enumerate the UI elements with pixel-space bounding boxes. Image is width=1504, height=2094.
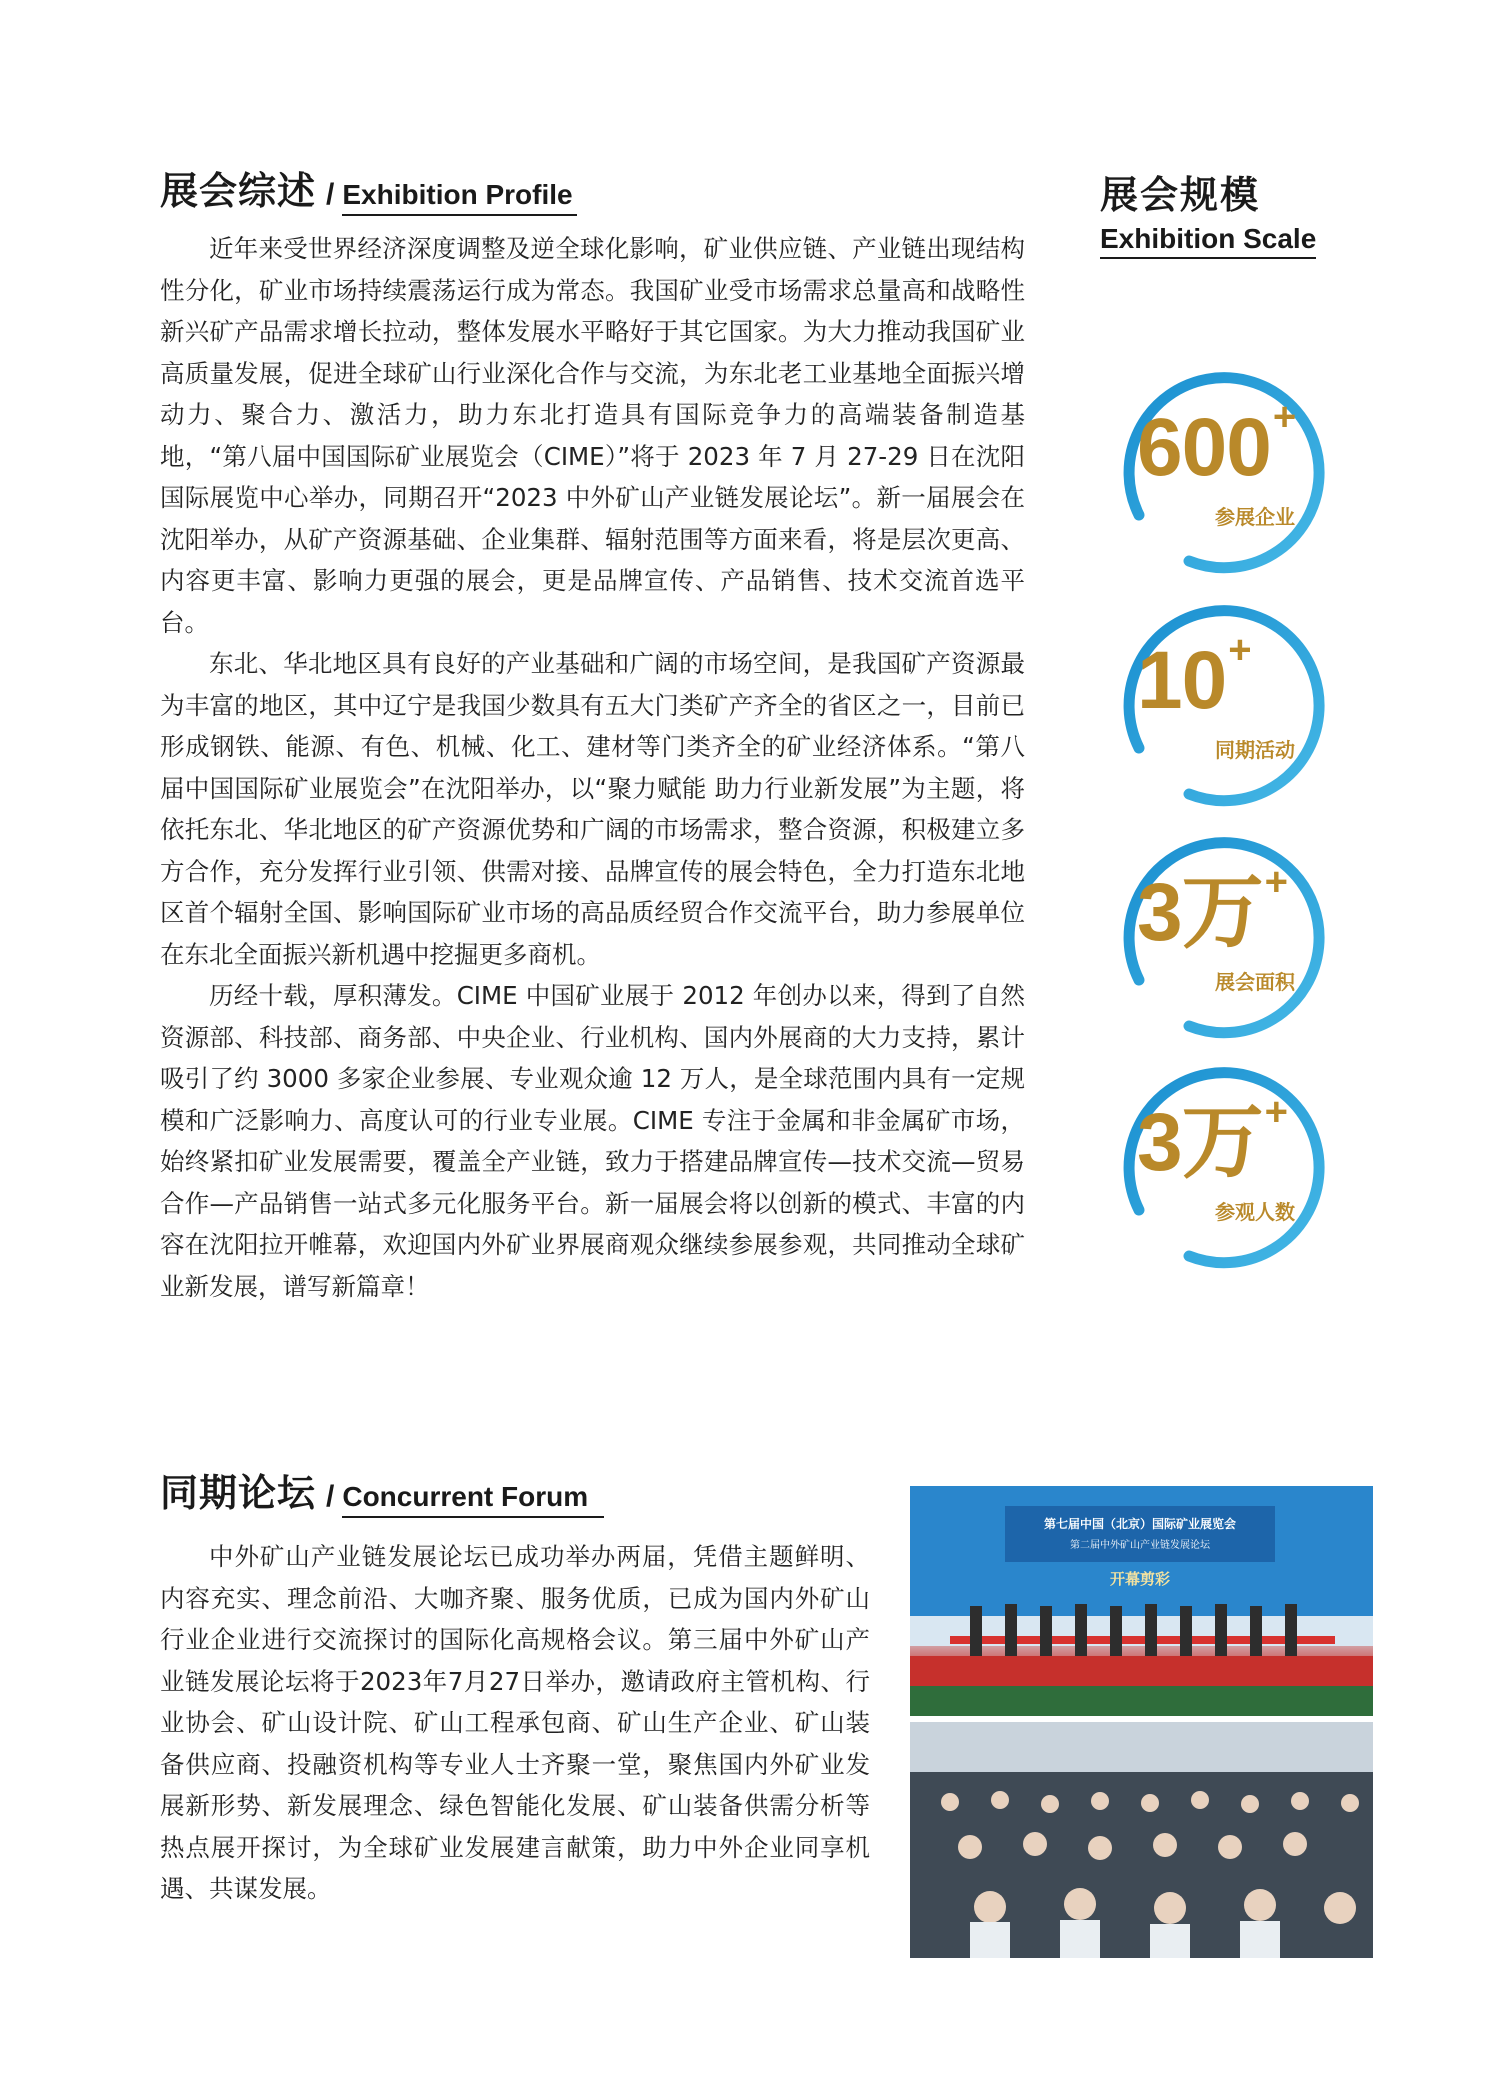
profile-title-cn: 展会综述 — [160, 169, 317, 213]
stat-label: 同期活动 — [1215, 738, 1295, 762]
profile-paragraph-3: 历经十载，厚积薄发。CIME 中国矿业展于 2012 年创办以来，得到了自然资源部、科技部、商务部、中央企业、行业机构、国内外展商的大力支持，累计吸引了约 3000 多家企业参展、专业观众逾 12 万人，是全球范围内具有一定规模和广泛影响力、高度认可的行业专业展。CIME 专注于金属和非金属矿市场，始终紧扣矿业发展需要，覆盖全产业链，致力于搭建品牌宣传—技术交流—贸易合作—产品销售一站式多元化服务平台。新一届展会将以创新的模式、丰富的内容在沈阳拉开帷幕，欢迎国内外矿业界展商观众继续参展参观，共同推动全球矿业新发展，谱写新篇章！ — [160, 981, 1025, 1301]
stat-value: 600+ — [1137, 395, 1296, 493]
stat-value: 3万+ — [1137, 860, 1287, 958]
profile-body — [160, 228, 1025, 1307]
scale-heading — [1100, 164, 1316, 259]
forum-title-slash: / — [326, 1480, 335, 1513]
ceremony-ribbon-text: 开幕剪彩 — [1109, 1570, 1171, 1588]
forum-body — [160, 1536, 870, 1910]
profile-title-en: Exhibition Profile — [342, 179, 576, 216]
stat-exhibitors — [1115, 365, 1335, 585]
stat-value: 3万+ — [1137, 1090, 1287, 1188]
scale-title-cn: 展会规模 — [1100, 173, 1261, 217]
opening-ceremony-photo — [910, 1486, 1373, 1716]
forum-title-cn: 同期论坛 — [160, 1471, 317, 1515]
audience-illustration — [910, 1722, 1373, 1958]
stat-events — [1115, 598, 1335, 818]
profile-paragraph-1: 近年来受世界经济深度调整及逆全球化影响，矿业供应链、产业链出现结构性分化，矿业市场持续震荡运行成为常态。我国矿业受市场需求总量高和战略性新兴矿产品需求增长拉动，整体发展水平略好于其它国家。为大力推动我国矿业高质量发展，促进全球矿山行业深化合作与交流，为东北老工业基地全面振兴增动力、聚合力、激活力，助力东北打造具有国际竞争力的高端装备制造基地，“第八届中国国际矿业展览会（CIME）”将于 2023 年 7 月 27-29 日在沈阳国际展览中心举办，同期召开“2023 中外矿山产业链发展论坛”。新一届展会在沈阳举办，从矿产资源基础、企业集群、辐射范围等方面来看，将是层次更高、内容更丰富、影响力更强的展会，更是品牌宣传、产品销售、技术交流首选平台。 — [160, 234, 1025, 637]
scale-title-en: Exhibition Scale — [1100, 223, 1316, 259]
stat-area — [1115, 830, 1335, 1050]
ceremony-illustration — [910, 1486, 1373, 1716]
profile-heading — [160, 160, 577, 216]
stat-label: 展会面积 — [1215, 970, 1295, 994]
forum-paragraph: 中外矿山产业链发展论坛已成功举办两届，凭借主题鲜明、内容充实、理念前沿、大咖齐聚、服务优质，已成为国内外矿山行业企业进行交流探讨的国际化高规格会议。第三届中外矿山产业链发展论坛将于2023年7月27日举办，邀请政府主管机构、行业协会、矿山设计院、矿山工程承包商、矿山生产企业、矿山装备供应商、投融资机构等专业人士齐聚一堂，聚焦国内外矿业发展新形势、新发展理念、绿色智能化发展、矿山装备供需分析等热点展开探讨，为全球矿业发展建言献策，助力中外企业同享机遇、共谋发展。 — [160, 1542, 870, 1903]
profile-title-slash: / — [326, 178, 335, 211]
forum-audience-photo — [910, 1722, 1373, 1958]
profile-paragraph-2: 东北、华北地区具有良好的产业基础和广阔的市场空间，是我国矿产资源最为丰富的地区，其中辽宁是我国少数具有五大门类矿产齐全的省区之一，目前已形成钢铁、能源、有色、机械、化工、建材等门类齐全的矿业经济体系。“第八届中国国际矿业展览会”在沈阳举办，以“聚力赋能 助力行业新发展”为主题，将依托东北、华北地区的矿产资源优势和广阔的市场需求，整合资源，积极建立多方合作，充分发挥行业引领、供需对接、品牌宣传的展会特色，全力打造东北地区首个辐射全国、影响国际矿业市场的高品质经贸合作交流平台，助力参展单位在东北全面振兴新机遇中挖掘更多商机。 — [160, 649, 1025, 969]
ceremony-banner-line-2: 第二届中外矿山产业链发展论坛 — [1070, 1540, 1210, 1551]
stat-value: 10+ — [1137, 628, 1251, 726]
forum-heading — [160, 1462, 604, 1518]
stat-label: 参观人数 — [1215, 1200, 1295, 1224]
forum-title-en: Concurrent Forum — [342, 1481, 604, 1518]
ceremony-banner-line-1: 第七届中国（北京）国际矿业展览会 — [1043, 1517, 1237, 1531]
stat-visitors — [1115, 1060, 1335, 1280]
stat-label: 参展企业 — [1215, 505, 1295, 529]
